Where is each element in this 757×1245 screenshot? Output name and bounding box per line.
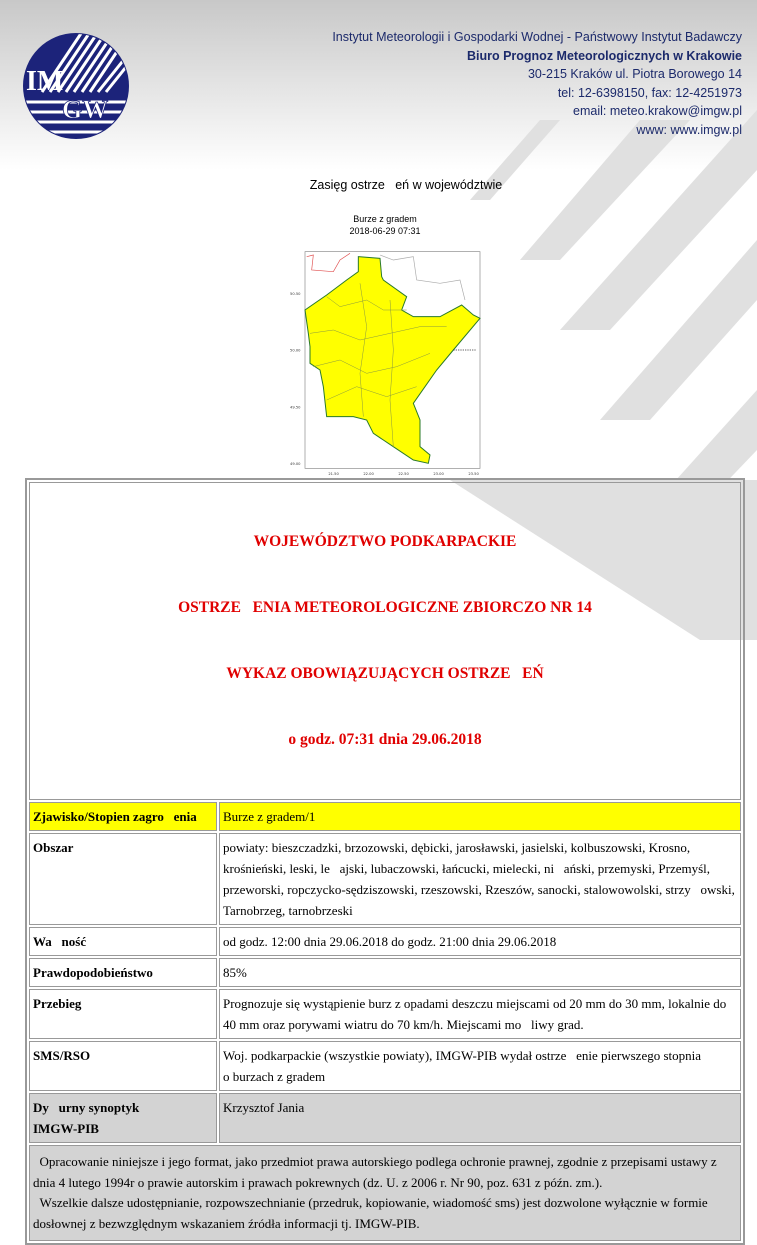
svg-text:GW: GW (62, 95, 109, 124)
address: 30-215 Kraków ul. Piotra Borowego 14 (527, 67, 742, 81)
row-label: Obszar (29, 833, 217, 925)
map-x-tick: 23.00 (433, 472, 444, 476)
warning-number-title: OSTRZE ENIA METEOROLOGICZNE ZBIORCZO NR 14 (178, 599, 592, 616)
voivodeship-title: WOJEWÓDZTWO PODKARPACKIE (253, 533, 517, 550)
map-x-tick: 22.50 (398, 472, 409, 476)
institute-header (332, 28, 742, 139)
row-label: Przebieg (29, 989, 217, 1039)
row-value: 85% (219, 958, 741, 987)
row-label: SMS/RSO (29, 1041, 217, 1091)
map-timestamp: 2018-06-29 07:31 (349, 226, 421, 236)
map-y-tick: 50.00 (290, 348, 301, 353)
section-title: Zasięg ostrze eń w województwie (309, 178, 503, 192)
row-value: powiaty: bieszczadzki, brzozowski, dębicki, jarosławski, jasielski, kolbuszowski, Krosno, krośnieński, leski, le ajski, lubaczowski, łańcucki, mielecki, ni ański, przemyski, Przemyśl, przeworski, ropczycko-sędziszowski, rzeszowski, Rzeszów, sanocki, stalowowolski, strzy owski, Tarnobrzeg, tarnobrzeski (219, 833, 741, 925)
imgw-logo (22, 32, 130, 140)
row-label: Zjawisko/Stopien zagro enia (29, 802, 217, 831)
map-x-tick: 23.50 (468, 472, 479, 476)
map-y-tick: 50.50 (290, 292, 301, 296)
warning-heading (29, 482, 741, 800)
row-value: Krzysztof Jania (219, 1093, 741, 1143)
institute-name: Instytut Meteorologii i Gospodarki Wodnej - Państwowy Instytut Badawczy (332, 30, 742, 44)
phone-fax: tel: 12-6398150, fax: 12-4251973 (557, 85, 742, 100)
office-name: Biuro Prognoz Meteorologicznych w Krakowie (466, 48, 742, 63)
map-y-tick: 49.00 (290, 462, 301, 466)
svg-text:IM: IM (26, 66, 64, 97)
table-row-area (29, 833, 741, 925)
website: www: www.imgw.pl (636, 122, 742, 137)
row-value: Prognozuje się wystąpienie burz z opadami deszczu miejscami od 20 mm do 30 mm, lokalnie do 40 mm oraz porywami wiatru do 70 km/h. Miejscami mo liwy grad. (219, 989, 741, 1039)
table-row-validity (29, 927, 741, 956)
row-value: Woj. podkarpackie (wszystkie powiaty), IMGW-PIB wydał ostrze enie pierwszego stopnia o burzach z gradem (219, 1041, 741, 1091)
row-value: od godz. 12:00 dnia 29.06.2018 do godz. 21:00 dnia 29.06.2018 (219, 927, 741, 956)
row-label: Dy urny synoptyk IMGW-PIB (29, 1093, 217, 1143)
row-value: Burze z gradem/1 (219, 802, 741, 831)
row-label: Prawdopodobieństwo (29, 958, 217, 987)
copyright-notice: Opracowanie niniejsze i jego format, jako przedmiot prawa autorskiego podlega ochronie prawnej, zgodnie z przepisami ustawy z dnia 4 lutego 1994r o prawie autorskim i prawach pokrewnych (dz. U. z 2006 r. Nr 90, poz. 631 z późn. zm.). Wszelkie dalsze udostępnianie, rozpowszechnianie (przedruk, kopiowanie, wiadomość sms) jest dozwolone wyłącznie w formie dosłownej z bezwzględnym wskazaniem źródła informacji tj. IMGW-PIB. (29, 1145, 741, 1241)
map-phenomenon: Burze z gradem (353, 214, 417, 224)
row-label: Wa ność (29, 927, 217, 956)
warning-map (280, 200, 500, 480)
table-row-probability (29, 958, 741, 987)
table-row-forecaster (29, 1093, 741, 1143)
warning-list-title: WYKAZ OBOWIĄZUJĄCYCH OSTRZE EŃ (226, 665, 544, 682)
warning-issue-time: o godz. 07:31 dnia 29.06.2018 (288, 731, 482, 748)
map-x-tick: 21.50 (328, 472, 339, 476)
table-row-course (29, 989, 741, 1039)
table-row-phenomenon (29, 802, 741, 831)
map-y-tick: 49.50 (290, 405, 301, 410)
table-row-sms (29, 1041, 741, 1091)
map-x-tick: 22.00 (363, 472, 374, 476)
warning-table (25, 478, 745, 1245)
email: email: meteo.krakow@imgw.pl (573, 104, 742, 118)
